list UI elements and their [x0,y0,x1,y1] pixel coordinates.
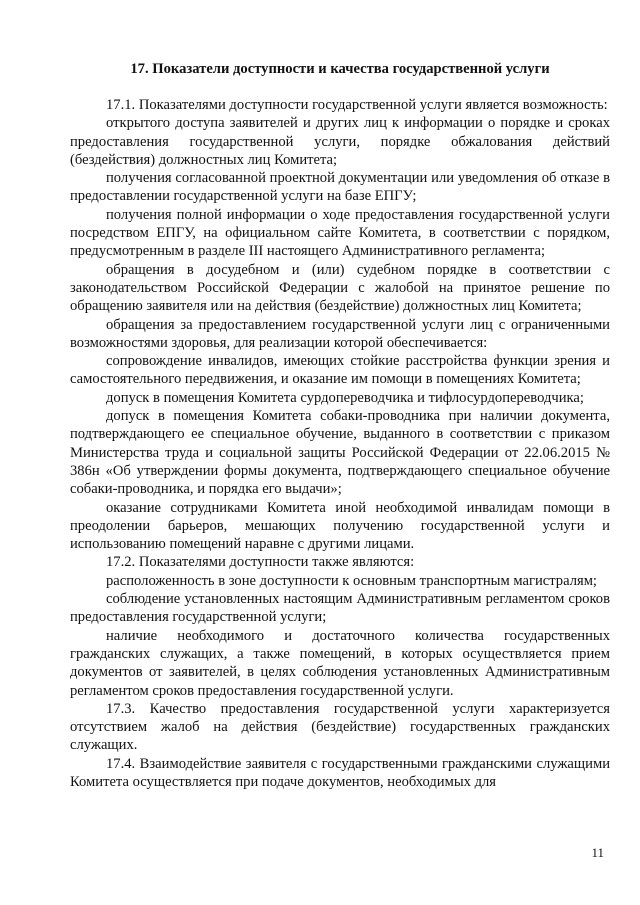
paragraph: 17.4. Взаимодействие заявителя с государственными гражданскими служащими Комитета осуществляется при подаче документов, необходимых для [70,755,610,790]
paragraph: оказание сотрудниками Комитета иной необходимой инвалидам помощи в преодолении барьеров, мешающих получению государственной услуги и использованию помещений наравне с другими лицами. [70,499,610,553]
paragraph: соблюдение установленных настоящим Административным регламентом сроков предоставления государственной услуги; [70,591,610,626]
paragraph: расположенность в зоне доступности к основным транспортным магистралям; [106,572,597,589]
paragraph: 17.3. Качество предоставления государственной услуги характеризуется отсутствием жалоб на действия (бездействие) государственных гражданских служащих. [70,700,610,754]
paragraph: наличие необходимого и достаточного количества государственных гражданских служащих, а также помещений, в которых осуществляется прием документов от заявителей, в целях соблюдения установленных Административным регламентом сроков предоставления государственной услуги. [70,627,610,699]
paragraph: 17.1. Показателями доступности государственной услуги является возможность: [106,97,608,113]
paragraph: получения согласованной проектной документации или уведомления об отказе в предоставлении государственной услуги на базе ЕПГУ; [70,170,610,205]
paragraph: допуск в помещения Комитета собаки-проводника при наличии документа, подтверждающего ее специальное обучение, выданного в соответствии с приказом Министерства труда и социальной защиты Российской Федерации от 22.06.2015 № 386н «Об утверждении формы документа, подтверждающего специальное обучение собаки-проводника, и порядка его выдачи»; [70,408,610,498]
section-title: 17. Показатели доступности и качества государственной услуги [130,61,550,77]
paragraph: сопровождение инвалидов, имеющих стойкие расстройства функции зрения и самостоятельного передвижения, и оказание им помощи в помещениях Комитета; [70,353,610,388]
page-number: 11 [591,844,604,860]
paragraph: 17.2. Показателями доступности также являются: [106,554,415,571]
paragraph: обращения за предоставлением государственной услуги лиц с ограниченными возможностями здоровья, для реализации которой обеспечивается: [70,316,610,351]
paragraph: открытого доступа заявителей и других лиц к информации о порядке и сроках предоставления государственной услуги, порядке обжалования действий (бездействия) должностных лиц Комитета; [70,115,610,168]
paragraph: допуск в помещения Комитета сурдопереводчика и тифлосурдопереводчика; [106,389,584,406]
document-body [70,96,610,791]
paragraph: получения полной информации о ходе предоставления государственной услуги посредством ЕПГУ, на официальном сайте Комитета, в соответствии с порядком, предусмотренным в разделе III настоящего Административного регламента; [70,206,610,260]
paragraph: обращения в досудебном и (или) судебном порядке в соответствии с законодательством Российской Федерации с жалобой на принятое решение по обращению заявителя или на действия (бездействие) должностных лиц Комитета; [70,261,610,315]
